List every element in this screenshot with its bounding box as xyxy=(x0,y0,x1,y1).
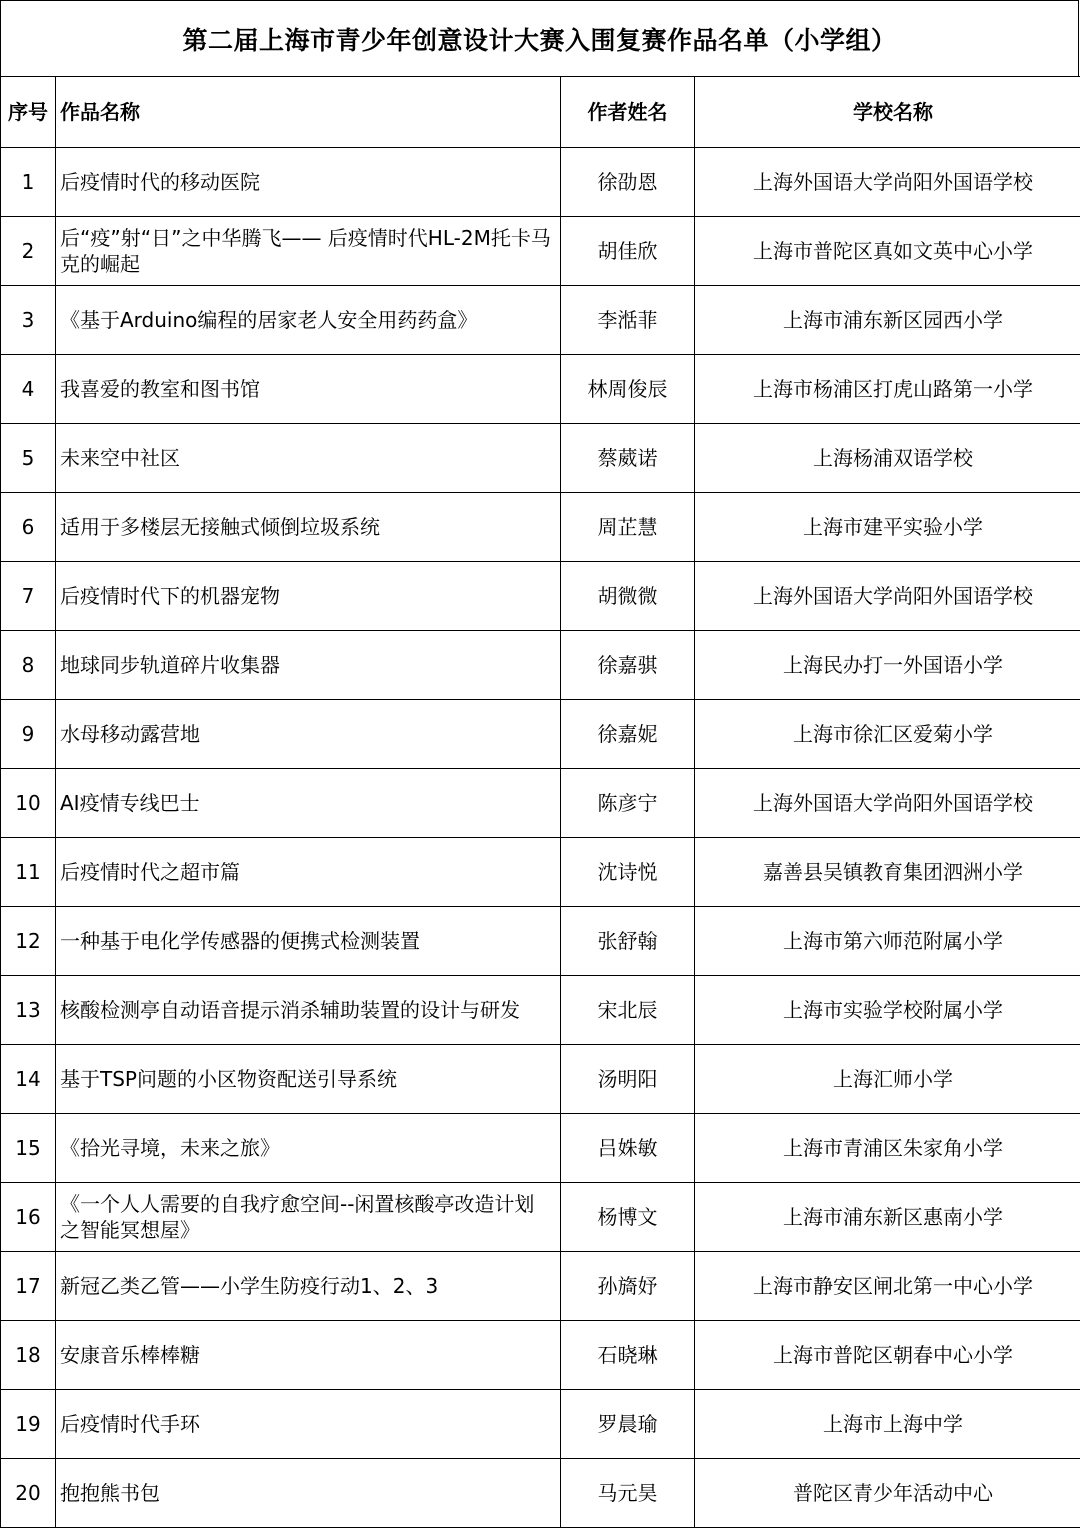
table-header-row xyxy=(1,77,1080,148)
row-number: 11 xyxy=(1,838,56,907)
row-number: 9 xyxy=(1,700,56,769)
row-work-name: 未来空中社区 xyxy=(56,424,561,493)
row-work-name: 核酸检测亭自动语音提示消杀辅助装置的设计与研发 xyxy=(56,976,561,1045)
row-author: 吕姝敏 xyxy=(561,1114,695,1183)
table-row xyxy=(1,976,1080,1045)
header-school: 学校名称 xyxy=(695,77,1080,148)
row-author: 林周俊辰 xyxy=(561,355,695,424)
row-number: 15 xyxy=(1,1114,56,1183)
row-work-name: 后“疫”射“日”之中华腾飞—— 后疫情时代HL-2M托卡马克的崛起 xyxy=(56,217,561,286)
row-school: 上海市浦东新区惠南小学 xyxy=(695,1183,1080,1252)
row-author: 胡微微 xyxy=(561,562,695,631)
row-work-name: 《基于Arduino编程的居家老人安全用药药盒》 xyxy=(56,286,561,355)
row-number: 7 xyxy=(1,562,56,631)
table-row xyxy=(1,148,1080,217)
row-school: 上海外国语大学尚阳外国语学校 xyxy=(695,769,1080,838)
row-work-name: 《一个人人需要的自我疗愈空间--闲置核酸亭改造计划之智能冥想屋》 xyxy=(56,1183,561,1252)
row-number: 12 xyxy=(1,907,56,976)
row-school: 上海市杨浦区打虎山路第一小学 xyxy=(695,355,1080,424)
table-row xyxy=(1,493,1080,562)
table-row xyxy=(1,1252,1080,1321)
row-school: 上海市建平实验小学 xyxy=(695,493,1080,562)
entries-table xyxy=(0,76,1080,1528)
row-school: 上海汇师小学 xyxy=(695,1045,1080,1114)
table-row xyxy=(1,769,1080,838)
row-author: 宋北辰 xyxy=(561,976,695,1045)
row-author: 马元昊 xyxy=(561,1459,695,1528)
row-number: 18 xyxy=(1,1321,56,1390)
row-number: 17 xyxy=(1,1252,56,1321)
row-work-name: 安康音乐棒棒糖 xyxy=(56,1321,561,1390)
row-author: 石晓琳 xyxy=(561,1321,695,1390)
row-school: 上海市第六师范附属小学 xyxy=(695,907,1080,976)
table-row xyxy=(1,1459,1080,1528)
row-number: 1 xyxy=(1,148,56,217)
row-school: 上海市上海中学 xyxy=(695,1390,1080,1459)
row-school: 上海杨浦双语学校 xyxy=(695,424,1080,493)
row-number: 5 xyxy=(1,424,56,493)
table-body xyxy=(1,148,1080,1528)
row-number: 20 xyxy=(1,1459,56,1528)
row-work-name: 抱抱熊书包 xyxy=(56,1459,561,1528)
row-author: 汤明阳 xyxy=(561,1045,695,1114)
row-school: 上海市青浦区朱家角小学 xyxy=(695,1114,1080,1183)
row-number: 6 xyxy=(1,493,56,562)
row-work-name: 后疫情时代手环 xyxy=(56,1390,561,1459)
table-row xyxy=(1,838,1080,907)
row-work-name: 新冠乙类乙管——小学生防疫行动1、2、3 xyxy=(56,1252,561,1321)
table-row xyxy=(1,1321,1080,1390)
row-author: 杨博文 xyxy=(561,1183,695,1252)
row-author: 徐嘉骐 xyxy=(561,631,695,700)
header-author: 作者姓名 xyxy=(561,77,695,148)
row-school: 嘉善县吴镇教育集团泗洲小学 xyxy=(695,838,1080,907)
row-author: 胡佳欣 xyxy=(561,217,695,286)
table-row xyxy=(1,907,1080,976)
row-school: 上海市实验学校附属小学 xyxy=(695,976,1080,1045)
row-school: 上海市浦东新区园西小学 xyxy=(695,286,1080,355)
header-work-name: 作品名称 xyxy=(56,77,561,148)
table-row xyxy=(1,1114,1080,1183)
row-author: 罗晨瑜 xyxy=(561,1390,695,1459)
row-work-name: 地球同步轨道碎片收集器 xyxy=(56,631,561,700)
row-number: 14 xyxy=(1,1045,56,1114)
table-row xyxy=(1,631,1080,700)
row-work-name: 基于TSP问题的小区物资配送引导系统 xyxy=(56,1045,561,1114)
row-work-name: AI疫情专线巴士 xyxy=(56,769,561,838)
row-author: 徐劭恩 xyxy=(561,148,695,217)
document-title: 第二届上海市青少年创意设计大赛入围复赛作品名单（小学组） xyxy=(0,0,1079,77)
row-author: 周芷慧 xyxy=(561,493,695,562)
row-work-name: 适用于多楼层无接触式倾倒垃圾系统 xyxy=(56,493,561,562)
row-number: 10 xyxy=(1,769,56,838)
row-work-name: 一种基于电化学传感器的便携式检测装置 xyxy=(56,907,561,976)
row-work-name: 水母移动露营地 xyxy=(56,700,561,769)
row-author: 陈彦宁 xyxy=(561,769,695,838)
table-row xyxy=(1,355,1080,424)
row-number: 4 xyxy=(1,355,56,424)
table-row xyxy=(1,286,1080,355)
table-row xyxy=(1,562,1080,631)
row-number: 3 xyxy=(1,286,56,355)
table-row xyxy=(1,1045,1080,1114)
row-school: 上海市普陀区真如文英中心小学 xyxy=(695,217,1080,286)
table-row xyxy=(1,1390,1080,1459)
table-row xyxy=(1,1183,1080,1252)
row-author: 沈诗悦 xyxy=(561,838,695,907)
row-number: 16 xyxy=(1,1183,56,1252)
row-author: 徐嘉妮 xyxy=(561,700,695,769)
row-work-name: 我喜爱的教室和图书馆 xyxy=(56,355,561,424)
header-number: 序号 xyxy=(1,77,56,148)
table-row xyxy=(1,700,1080,769)
row-number: 13 xyxy=(1,976,56,1045)
row-author: 张舒翰 xyxy=(561,907,695,976)
row-school: 普陀区青少年活动中心 xyxy=(695,1459,1080,1528)
row-work-name: 后疫情时代之超市篇 xyxy=(56,838,561,907)
row-author: 蔡葳诺 xyxy=(561,424,695,493)
row-work-name: 后疫情时代的移动医院 xyxy=(56,148,561,217)
row-number: 2 xyxy=(1,217,56,286)
row-school: 上海市普陀区朝春中心小学 xyxy=(695,1321,1080,1390)
row-author: 孙旖妤 xyxy=(561,1252,695,1321)
row-number: 19 xyxy=(1,1390,56,1459)
row-work-name: 后疫情时代下的机器宠物 xyxy=(56,562,561,631)
row-school: 上海外国语大学尚阳外国语学校 xyxy=(695,148,1080,217)
row-school: 上海市徐汇区爱菊小学 xyxy=(695,700,1080,769)
row-number: 8 xyxy=(1,631,56,700)
table-row xyxy=(1,424,1080,493)
row-work-name: 《拾光寻境，未来之旅》 xyxy=(56,1114,561,1183)
table-row xyxy=(1,217,1080,286)
row-school: 上海民办打一外国语小学 xyxy=(695,631,1080,700)
row-school: 上海市静安区闸北第一中心小学 xyxy=(695,1252,1080,1321)
row-school: 上海外国语大学尚阳外国语学校 xyxy=(695,562,1080,631)
row-author: 李湉菲 xyxy=(561,286,695,355)
